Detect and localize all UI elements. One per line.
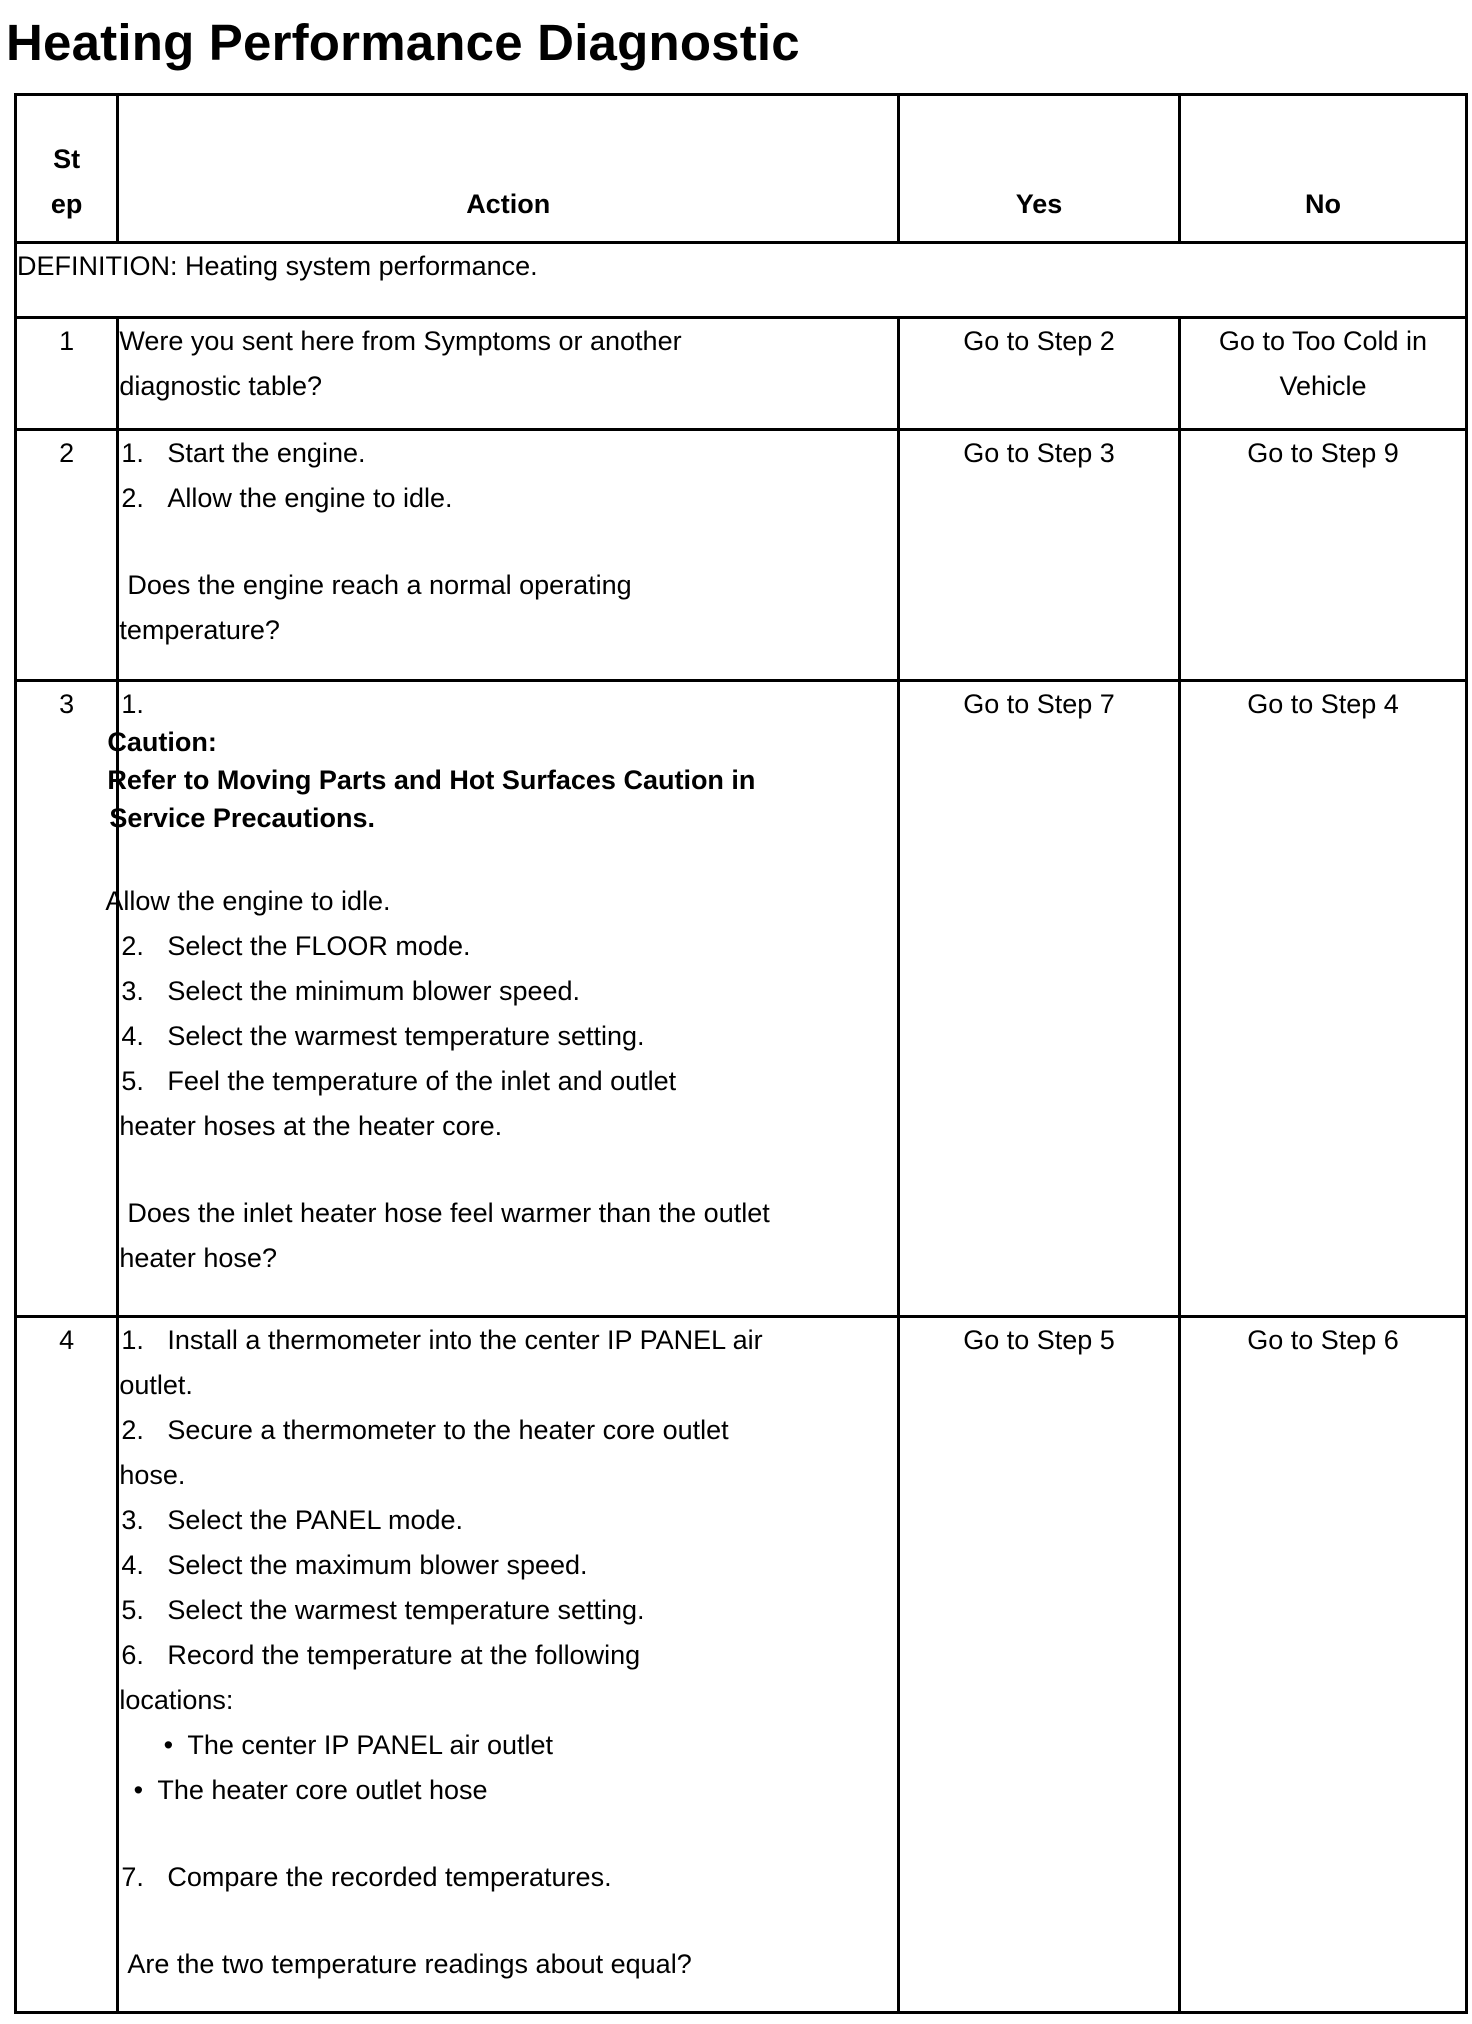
bullet-icon: • [133,1775,144,1805]
table-row [16,430,1467,681]
step-yes-link[interactable]: Go to Step 2 [899,318,1180,430]
step-number: 4 [16,1317,118,2013]
step-yes-link[interactable]: Go to Step 7 [899,681,1180,1317]
caution-label: Caution: [107,727,217,757]
bullet-icon: • [163,1730,174,1760]
step-no-link[interactable]: Go to Step 4 [1179,681,1466,1317]
caution-text: Service Precautions. [109,803,375,833]
step-action: 1. Install a thermometer into the center IP PANEL air outlet. 2. Secure a thermometer to the heater core outlet hose. 3. Select the PANEL mode. 4. Select the maximum blower speed. 5. Select the warmest temperature setting. 6. Record the temperature at the following locations: • The center IP PANEL air outlet • The heater core outlet hose 7. Compare the recorded temperatures. Are the two temperature readings about equal? [118,1317,899,2013]
step-number: 1 [16,318,118,430]
header-step: St ep [16,95,118,243]
step-no-link[interactable]: Go to Step 6 [1179,1317,1466,2013]
table-row [16,1317,1467,2013]
table-row [16,681,1467,1317]
header-yes: Yes [899,95,1180,243]
step-yes-link[interactable]: Go to Step 3 [899,430,1180,681]
page-title: Heating Performance Diagnostic [6,14,800,71]
step-yes-link[interactable]: Go to Step 5 [899,1317,1180,2013]
list-item: • The center IP PANEL air outlet [119,1723,897,1768]
list-item: • The heater core outlet hose [119,1768,897,1813]
definition-row [16,243,1467,318]
step-number: 3 [16,681,118,1317]
header-no: No [1179,95,1466,243]
step-no-link[interactable]: Go to Too Cold in Vehicle [1179,318,1466,430]
step-no-link[interactable]: Go to Step 9 [1179,430,1466,681]
step-action: 1. Start the engine. 2. Allow the engine to idle. Does the engine reach a normal operating temperature? [118,430,899,681]
header-action: Action [118,95,899,243]
table-header-row [16,95,1467,243]
definition-text: DEFINITION: Heating system performance. [16,243,1467,318]
diagnostic-table [14,93,1468,2014]
step-number: 2 [16,430,118,681]
caution-text: Refer to Moving Parts and Hot Surfaces Caution in [107,765,756,795]
step-action: 1. Caution: Refer to Moving Parts and Hot Surfaces Caution in Service Precautions. Allow the engine to idle. 2. Select the FLOOR mode. 3. Select the minimum blower speed. 4. Select the warmest temperature setting. 5. Feel the temperature of the inlet and outlet heater hoses at the heater core. Does the inlet heater hose feel warmer than the outlet heater hose? [118,681,899,1317]
step-action: Were you sent here from Symptoms or another diagnostic table? [118,318,899,430]
table-row [16,318,1467,430]
